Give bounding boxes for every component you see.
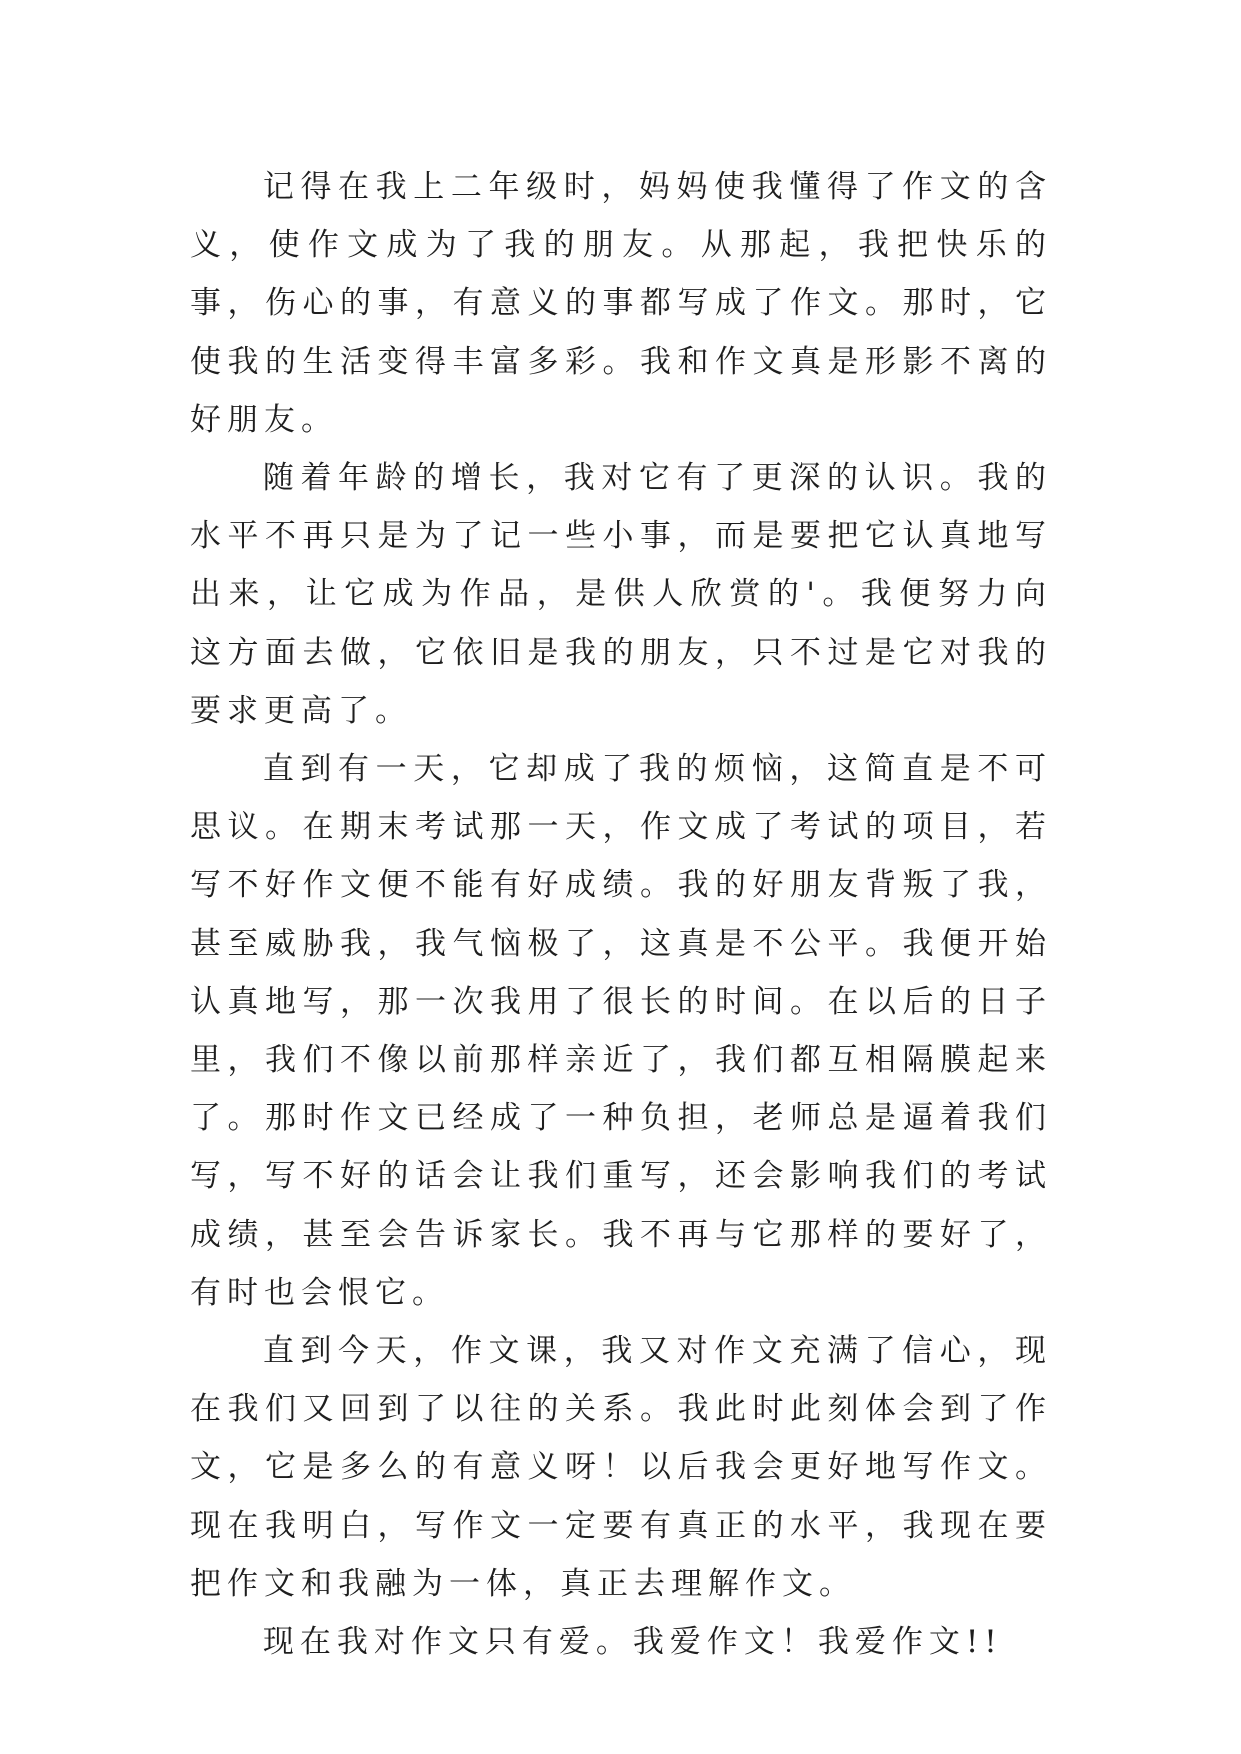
paragraph-4: 直到今天，作文课，我又对作文充满了信心，现在我们又回到了以往的关系。我此时此刻体会到了作文，它是多么的有意义呀！以后我会更好地写作文。现在我明白，写作文一定要有真正的水平，我现在要把作文和我融为一体，真正去理解作文。	[190, 1333, 1052, 1602]
paragraph-2: 随着年龄的增长，我对它有了更深的认识。我的水平不再只是为了记一些小事，而是要把它认真地写出来，让它成为作品，是供人欣赏的'。我便努力向这方面去做，它依旧是我的朋友，只不过是它对我的要求更高了。	[190, 460, 1052, 729]
paragraph-5: 现在我对作文只有爱。我爱作文！我爱作文!!	[262, 1624, 1003, 1661]
essay-body	[190, 158, 1052, 1671]
paragraph-3: 直到有一天，它却成了我的烦恼，这简直是不可思议。在期末考试那一天，作文成了考试的项目，若写不好作文便不能有好成绩。我的好朋友背叛了我，甚至威胁我，我气恼极了，这真是不公平。我便开始认真地写，那一次我用了很长的时间。在以后的日子里，我们不像以前那样亲近了，我们都互相隔膜起来了。那时作文已经成了一种负担，老师总是逼着我们写，写不好的话会让我们重写，还会影响我们的考试成绩，甚至会告诉家长。我不再与它那样的要好了，有时也会恨它。	[190, 751, 1052, 1311]
paragraph-1: 记得在我上二年级时，妈妈使我懂得了作文的含义，使作文成为了我的朋友。从那起，我把快乐的事，伤心的事，有意义的事都写成了作文。那时，它使我的生活变得丰富多彩。我和作文真是形影不离的好朋友。	[190, 169, 1052, 438]
